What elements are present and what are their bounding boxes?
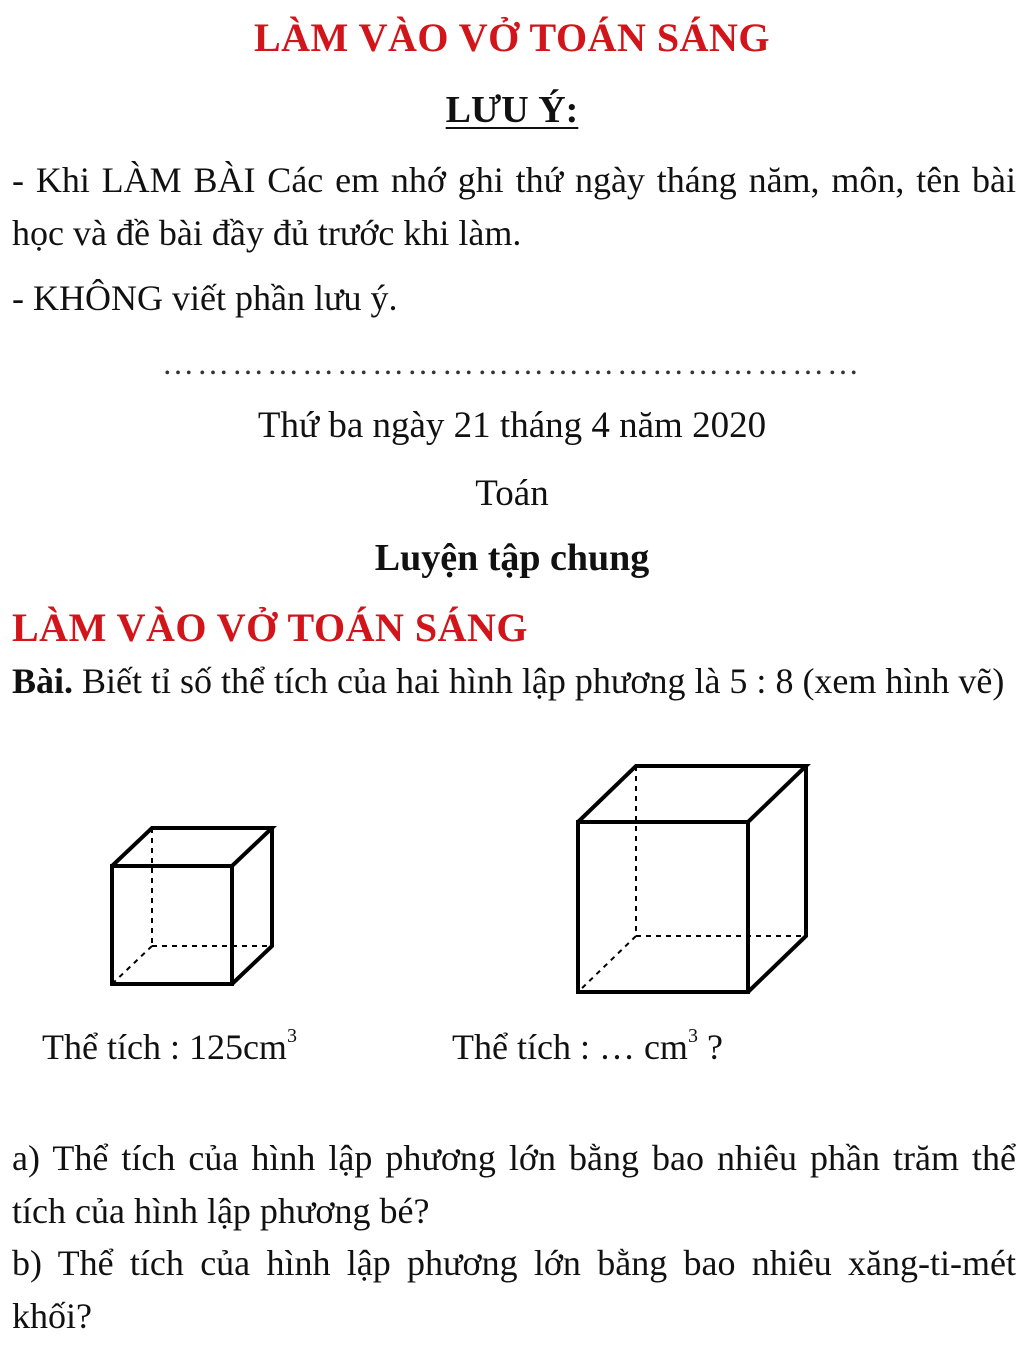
exercise-label: Bài. — [12, 661, 74, 701]
exercise-prompt — [12, 655, 1016, 708]
question-b: b) Thể tích của hình lập phương lớn bằng bao nhiêu xăng-ti-mét khối? — [12, 1243, 1016, 1336]
note-item-1: - Khi LÀM BÀI Các em nhớ ghi thứ ngày tháng năm, môn, tên bài học và đề bài đầy đủ trước khi làm. — [12, 160, 1016, 253]
lesson-date: Thứ ba ngày 21 tháng 4 năm 2020 — [257, 405, 767, 446]
lesson-title: Luyện tập chung — [374, 537, 650, 579]
exercise-text: Biết tỉ số thể tích của hai hình lập phương là 5 : 8 (xem hình vẽ) — [82, 661, 1005, 701]
note-item-2: - KHÔNG viết phần lưu ý. — [12, 278, 398, 318]
small-cube-figure — [100, 818, 290, 998]
large-cube-figure — [566, 756, 826, 1006]
note-heading: LƯU Ý: — [445, 89, 579, 131]
question-a: a) Thể tích của hình lập phương lớn bằng bao nhiêu phần trăm thể tích của hình lập phương bé? — [12, 1138, 1016, 1231]
lesson-instruction: LÀM VÀO VỞ TOÁN SÁNG — [12, 605, 529, 650]
lesson-subject: Toán — [475, 473, 549, 514]
page-title: LÀM VÀO VỞ TOÁN SÁNG — [253, 15, 770, 60]
dotted-separator: …………………………………………………… — [162, 345, 862, 381]
large-cube-volume: Thể tích : … $cm^3$ ? — [452, 1025, 723, 1067]
small-cube-volume: Thể tích : $125cm^3$ — [42, 1025, 297, 1067]
